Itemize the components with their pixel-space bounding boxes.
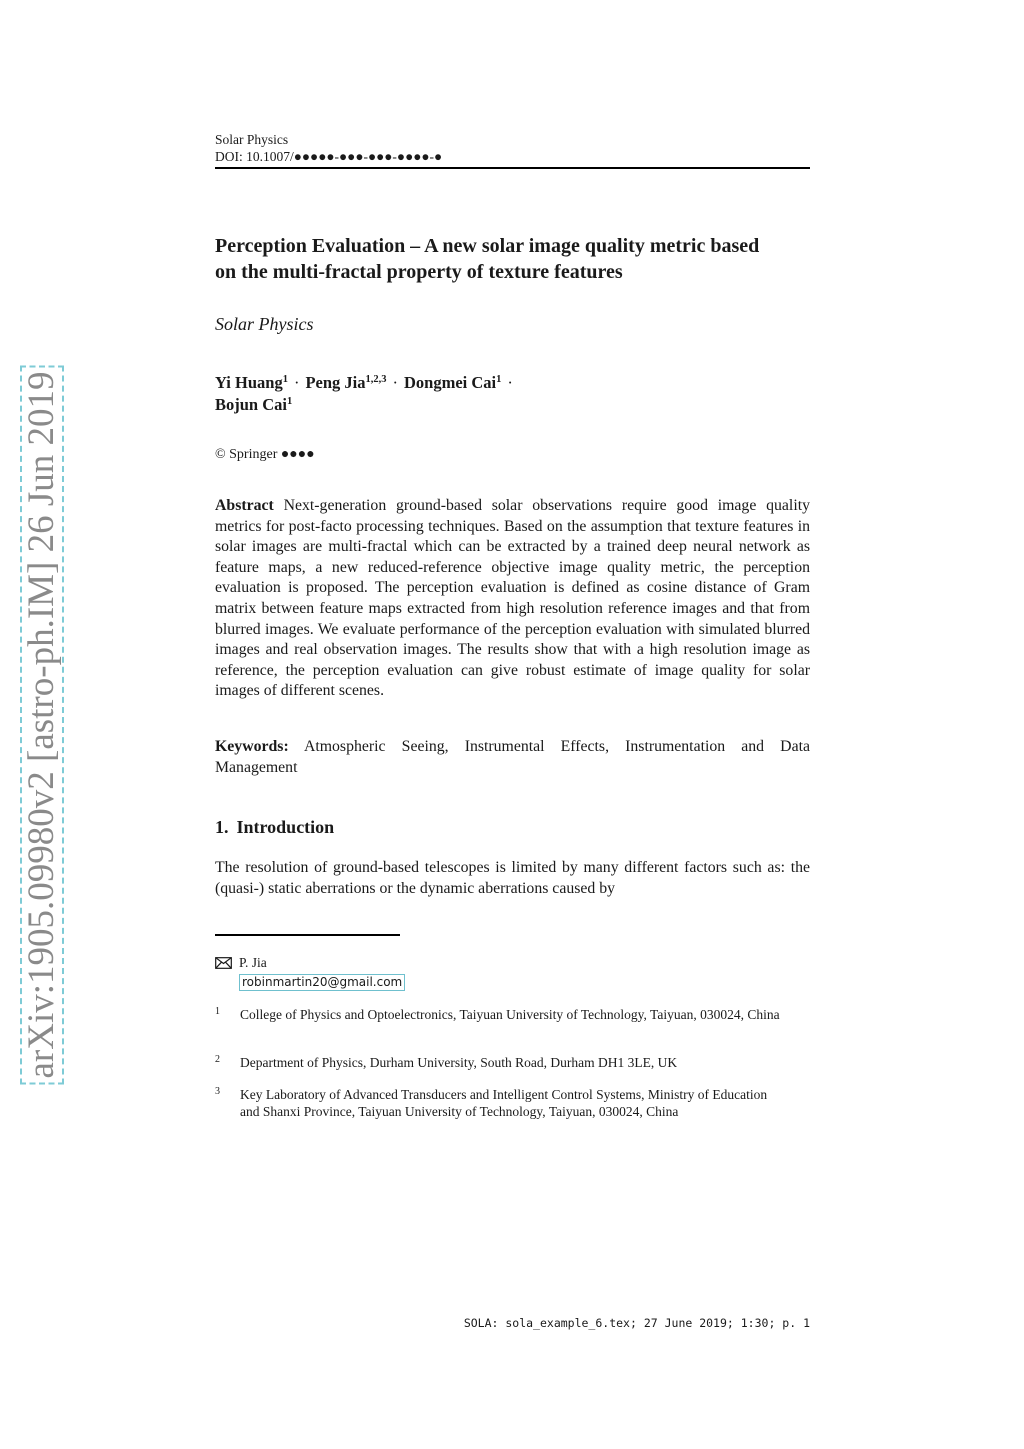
- author-affiliation-mark: 1: [286, 396, 293, 407]
- paper-title: Perception Evaluation – A new solar image quality metric based on the multi-fractal property of texture features: [215, 235, 760, 283]
- affiliation-mark: 1: [215, 1006, 220, 1017]
- author-affiliation-mark: 1: [496, 374, 502, 385]
- author: Dongmei Cai: [404, 373, 497, 392]
- abstract-text: Next-generation ground-based solar observations require good image quality metrics for post-facto processing techniques. Based on the assumption that texture features in solar images are multi-fractal which can be extracted by a trained deep neural network as feature maps, a new reduced-reference objective image quality metric, the perception evaluation is proposed. The perception evaluation is defined as cosine distance of Gram matrix between feature maps extracted from high resolution reference images and that from blurred images. We evaluate performance of the perception evaluation with simulated blurred images and real observation images. The results show that with a high resolution image as reference, the perception evaluation can give robust estimate of image quality for solar images of different scenes.: [215, 497, 810, 700]
- keywords-label: Keywords:: [215, 738, 289, 755]
- affiliation-3: [215, 1087, 790, 1120]
- page-footer: SOLA: sola_example_6.tex; 27 June 2019; 1:30; p. 1: [463, 1316, 810, 1330]
- header-rule: [215, 167, 810, 169]
- keywords: [215, 737, 810, 778]
- abstract: [215, 496, 810, 702]
- contact-email-link[interactable]: robinmartin20@gmail.com: [239, 974, 405, 991]
- introduction-text: The resolution of ground-based telescopes is limited by many different factors such as: the (quasi-) static aberrations or the dynamic aberrations caused by: [215, 859, 810, 897]
- section-number: 1.: [215, 817, 229, 837]
- section-heading: [215, 817, 334, 838]
- journal-name: Solar Physics: [215, 132, 289, 147]
- contact-name: P. Jia: [239, 955, 267, 970]
- abstract-label: Abstract: [215, 497, 274, 514]
- keywords-text: Atmospheric Seeing, Instrumental Effects, Instrumentation and Data Management: [215, 738, 810, 776]
- copyright-line: © Springer ●●●●: [215, 447, 315, 462]
- affiliation-text: Key Laboratory of Advanced Transducers and Intelligent Control Systems, Ministry of Education and Shanxi Province, Taiyuan University of Technology, Taiyuan, 030024, China: [240, 1087, 768, 1119]
- author-affiliation-mark: 1,2,3: [365, 374, 387, 385]
- affiliation-text: Department of Physics, Durham University, South Road, Durham DH1 3LE, UK: [240, 1055, 678, 1070]
- affiliation-mark: 2: [215, 1054, 220, 1065]
- author: Yi Huang: [215, 373, 283, 392]
- paper-subtitle: Solar Physics: [215, 314, 314, 334]
- author-list: [215, 372, 715, 416]
- author-separator: ·: [507, 373, 513, 392]
- author-affiliation-mark: 1: [282, 374, 288, 385]
- footnote-rule: [215, 934, 400, 936]
- affiliation-mark: 3: [215, 1086, 220, 1097]
- affiliation-text: College of Physics and Optoelectronics, Taiyuan University of Technology, Taiyuan, 030024, China: [240, 1007, 780, 1022]
- journal-header: [215, 131, 810, 165]
- doi: DOI: 10.1007/●●●●●-●●●-●●●-●●●●-●: [215, 149, 443, 164]
- envelope-icon: [215, 956, 233, 973]
- section-title: Introduction: [236, 817, 335, 837]
- affiliation-1: [215, 1007, 790, 1024]
- author: Bojun Cai: [215, 395, 287, 414]
- author-separator: ·: [293, 373, 300, 392]
- corresponding-author: [215, 954, 405, 991]
- author: Peng Jia: [305, 373, 366, 392]
- author-separator: ·: [392, 373, 398, 392]
- arxiv-stamp[interactable]: arXiv:1905.09980v2 [astro-ph.IM] 26 Jun 2019: [20, 365, 64, 1084]
- affiliation-2: [215, 1055, 790, 1072]
